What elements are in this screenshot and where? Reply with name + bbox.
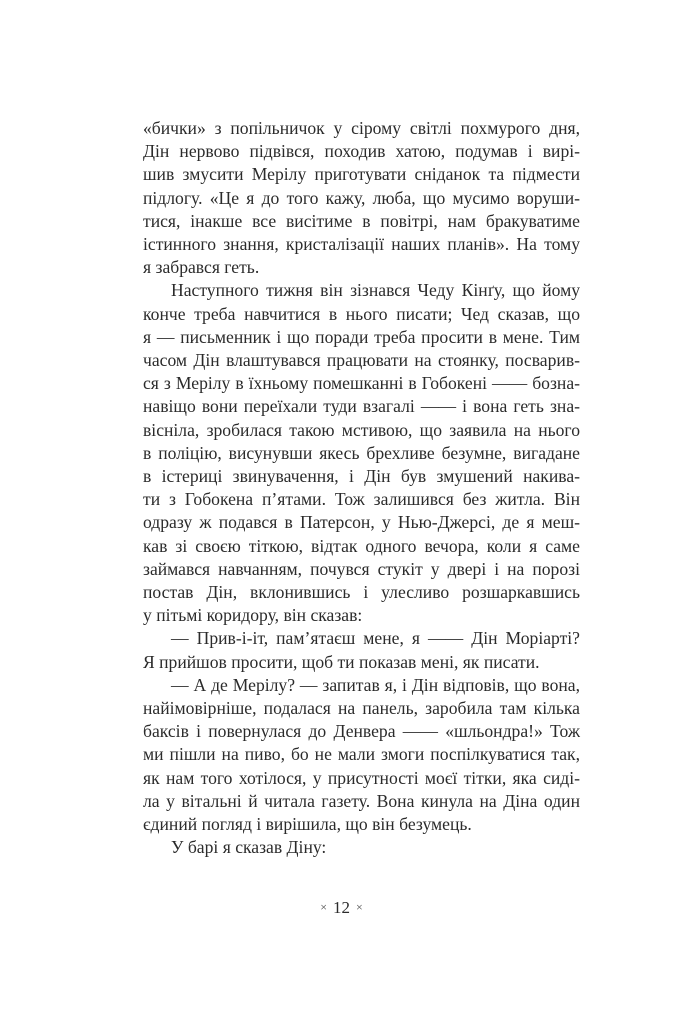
page-body [143, 117, 580, 860]
text-line: я — письменник і що поради треба просити в мене. Тим [143, 326, 580, 347]
text-line: істинного знання, кристалізації наших планів». На тому [143, 234, 580, 255]
text-line: шив змусити Мерілу приготувати сніданок та підмести [143, 164, 580, 185]
text-line: єдиний погляд і вирішила, що він безумець. [143, 814, 472, 835]
text-line: Дін нервово підвівся, походив хатою, подумав і вирі- [143, 141, 580, 162]
page-number: 12 [333, 898, 350, 917]
text-line: Я прийшов просити, щоб ти показав мені, як писати. [143, 651, 540, 672]
text-line: кав зі своєю тіткою, відтак одного вечора, коли я саме [143, 535, 580, 556]
ornament-right-icon: × [356, 900, 363, 914]
text-line: навіщо вони переїхали туди взагалі —— і вона геть зна- [143, 396, 580, 417]
text-line: вісніла, зробилася такою мстивою, що заявила на нього [143, 419, 580, 440]
text-line: ла у вітальні й читала газету. Вона кинула на Діна один [143, 790, 580, 811]
text-line: в істериці звинувачення, і Дін був змушений накива- [143, 466, 580, 487]
ornament-left-icon: × [320, 900, 327, 914]
text-line: постав Дін, вклонившись і улесливо розшаркавшись [143, 582, 580, 603]
text-line: підлогу. «Це я до того кажу, люба, що мусимо воруши- [143, 187, 580, 208]
text-line: ти з Гобокена п’ятами. Тож залишився без житла. Він [143, 489, 580, 510]
text-line: одразу ж подався в Патерсон, у Нью-Джерсі, де я меш- [143, 512, 580, 533]
text-line: ми пішли на пиво, бо не мали змоги поспілкуватися так, [143, 744, 580, 765]
text-line: тися, інакше все висітиме в повітрі, нам бракуватиме [143, 210, 580, 231]
text-line: баксів і повернулася до Денвера —— «шльондра!» Тож [143, 721, 580, 742]
text-line: «бички» з попільничок у сірому світлі похмурого дня, [143, 118, 580, 138]
page-footer [0, 898, 683, 918]
text-line: в поліцію, висунувши якесь брехливе безумне, вигадане [143, 442, 580, 463]
text-line: найімовірніше, подалася на панель, заробила там кілька [143, 698, 580, 719]
text-line: я забрався геть. [143, 257, 260, 278]
text-line: конче треба навчитися в нього писати; Чед сказав, що [143, 303, 580, 324]
text-line: ся з Мерілу в їхньому помешканні в Гобокені —— бозна- [143, 373, 580, 394]
text-line: у пітьмі коридору, він сказав: [143, 605, 363, 626]
text-line: — А де Мерілу? — запитав я, і Дін відповів, що вона, [171, 674, 580, 695]
text-line: як нам того хотілося, у присутності моєї тітки, яка сиді- [143, 767, 580, 788]
text-line: У барі я сказав Діну: [171, 837, 327, 858]
text-line: Наступного тижня він зізнався Чеду Кінґу, що йому [171, 280, 580, 301]
text-line: — Прив-і-іт, пам’ятаєш мене, я —— Дін Моріарті? [171, 628, 580, 649]
text-line: займався навчанням, почувся стукіт у двері і на порозі [143, 558, 580, 579]
text-line: часом Дін влаштувався працювати на стоянку, посварив- [143, 350, 580, 371]
